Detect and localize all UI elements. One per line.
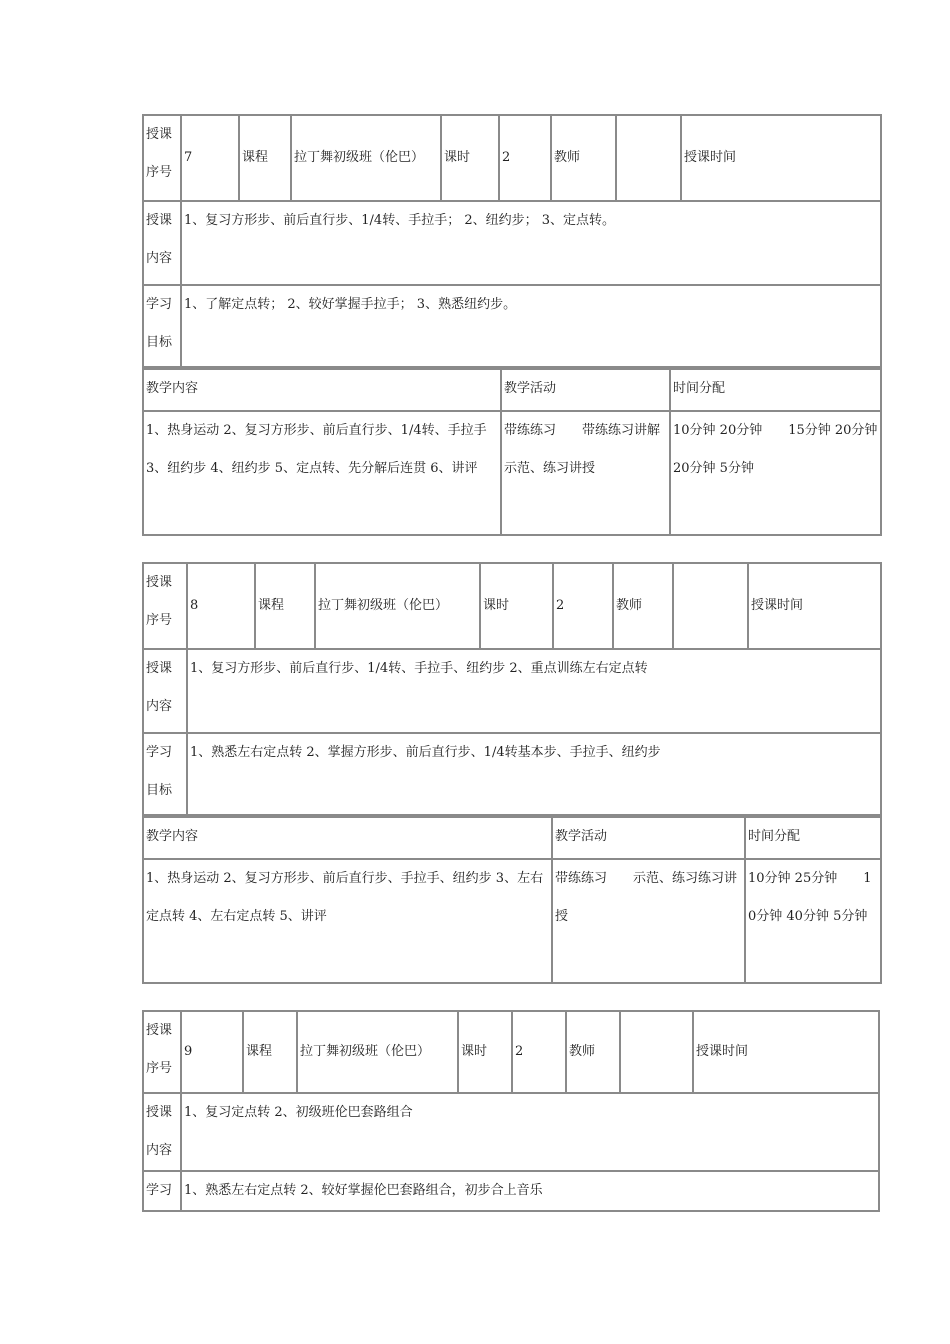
goal-label: 学习目标 [143,733,187,817]
time-alloc-value: 10分钟 25分钟 10分钟 40分钟 5分钟 [745,859,881,983]
hours-label: 课时 [480,563,553,649]
content-value: 1、复习方形步、前后直行步、1/4转、手拉手； 2、纽约步； 3、定点转。 [181,201,881,285]
teach-content-value: 1、热身运动 2、复习方形步、前后直行步、1/4转、手拉手 3、纽约步 4、纽约步 5、定点转、先分解后连贯 6、讲评 [143,411,501,535]
teach-content-value: 1、热身运动 2、复习方形步、前后直行步、手拉手、纽约步 3、左右定点转 4、左右定点转 5、讲评 [143,859,552,983]
teacher-label: 教师 [566,1011,620,1093]
seq-value: 7 [181,115,239,201]
seq-label: 授课序号 [143,1011,181,1093]
teach-activity-header: 教学活动 [552,815,745,859]
time-label: 授课时间 [681,115,881,201]
time-alloc-header: 时间分配 [745,815,881,859]
teach-content-header: 教学内容 [143,367,501,411]
lesson-table-7 [142,114,882,370]
hours-value: 2 [499,115,551,201]
time-alloc-value: 10分钟 20分钟 15分钟 20分钟 20分钟 5分钟 [670,411,881,535]
goal-value: 1、了解定点转； 2、较好掌握手拉手； 3、熟悉纽约步。 [181,285,881,369]
content-label: 授课内容 [143,1093,181,1171]
time-label: 授课时间 [693,1011,879,1093]
lesson-table-9 [142,1010,880,1212]
lesson-table-8 [142,562,882,818]
teacher-value [673,563,748,649]
seq-value: 8 [187,563,255,649]
course-value: 拉丁舞初级班（伦巴） [315,563,480,649]
lesson-plan-table-8 [142,814,882,984]
goal-value: 1、熟悉左右定点转 2、掌握方形步、前后直行步、1/4转基本步、手拉手、纽约步 [187,733,881,817]
goal-label: 学习目标 [143,285,181,369]
content-value: 1、复习方形步、前后直行步、1/4转、手拉手、纽约步 2、重点训练左右定点转 [187,649,881,733]
teach-activity-value: 带练练习 示范、练习练习讲授 [552,859,745,983]
content-label: 授课内容 [143,649,187,733]
teacher-label: 教师 [551,115,616,201]
content-value: 1、复习定点转 2、初级班伦巴套路组合 [181,1093,879,1171]
seq-value: 9 [181,1011,243,1093]
course-label: 课程 [243,1011,297,1093]
teacher-value [616,115,681,201]
teach-content-header: 教学内容 [143,815,552,859]
lesson-plan-table-7 [142,366,882,536]
time-label: 授课时间 [748,563,881,649]
hours-value: 2 [512,1011,566,1093]
teach-activity-header: 教学活动 [501,367,670,411]
course-value: 拉丁舞初级班（伦巴） [291,115,441,201]
seq-label: 授课序号 [143,115,181,201]
teacher-label: 教师 [613,563,673,649]
teacher-value [620,1011,693,1093]
goal-value: 1、熟悉左右定点转 2、较好掌握伦巴套路组合，初步合上音乐 [181,1171,879,1211]
time-alloc-header: 时间分配 [670,367,881,411]
seq-label: 授课序号 [143,563,187,649]
goal-label: 学习 [143,1171,181,1211]
course-label: 课程 [255,563,315,649]
course-value: 拉丁舞初级班（伦巴） [297,1011,458,1093]
teach-activity-value: 带练练习 带练练习讲解示范、练习讲授 [501,411,670,535]
content-label: 授课内容 [143,201,181,285]
hours-label: 课时 [441,115,499,201]
hours-value: 2 [553,563,613,649]
course-label: 课程 [239,115,291,201]
hours-label: 课时 [458,1011,512,1093]
